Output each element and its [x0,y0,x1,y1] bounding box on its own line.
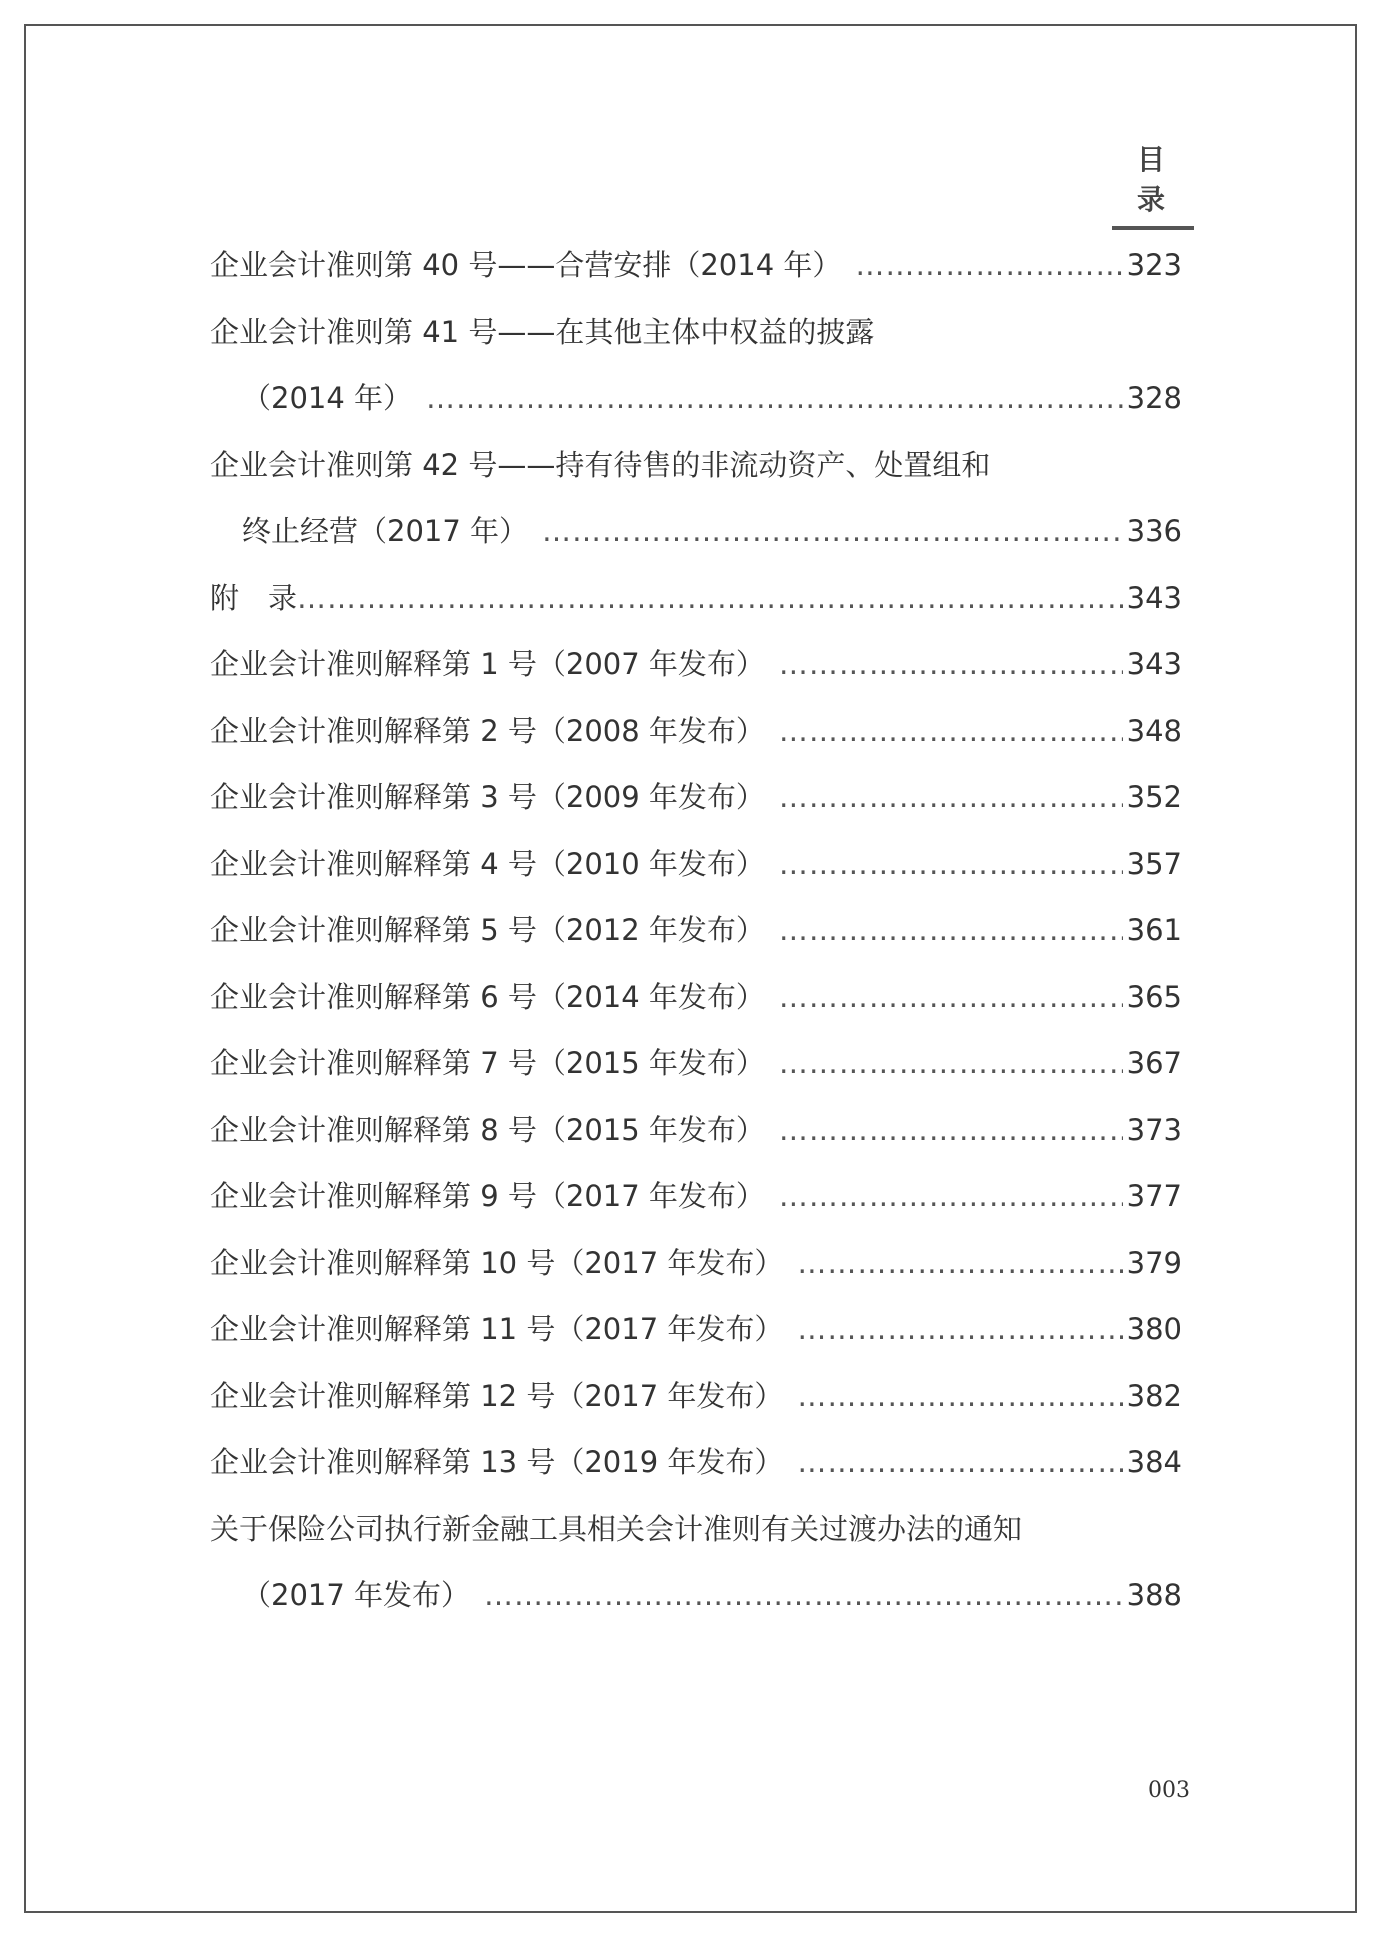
toc-entry[interactable] [210,432,1182,499]
toc-dot-leader [797,1363,1122,1430]
toc-dot-leader [779,698,1123,765]
toc-entry[interactable] [210,1163,1182,1230]
toc-entry-page: 384 [1126,1445,1182,1479]
toc-dot-leader [542,498,1123,565]
toc-entry[interactable] [210,764,1182,831]
toc-entry[interactable] [210,897,1182,964]
toc-entry-title: 企业会计准则解释第 6 号（2014 年发布） [210,979,765,1014]
toc-entry-page: 377 [1126,1179,1182,1213]
toc-entry-title: 企业会计准则解释第 3 号（2009 年发布） [210,780,765,814]
toc-entry-title: 企业会计准则解释第 12 号（2017 年发布） [210,1378,784,1413]
page-number: 003 [1148,1778,1190,1803]
toc-dot-leader [779,764,1123,831]
toc-entry-title: （2014 年） [242,381,413,415]
toc-entry[interactable] [210,1562,1182,1629]
toc-entry-title: 企业会计准则解释第 5 号（2012 年发布） [210,913,765,947]
toc-entry-title: 企业会计准则解释第 8 号（2015 年发布） [210,1112,765,1147]
toc-entry-page: 380 [1126,1312,1182,1346]
toc-entry-page: 361 [1126,913,1182,947]
toc-dot-leader [779,831,1123,898]
toc-entry-title: 企业会计准则解释第 4 号（2010 年发布） [210,846,765,881]
toc-entry-title: 企业会计准则解释第 2 号（2008 年发布） [210,713,765,748]
toc-entry[interactable] [210,1296,1182,1363]
toc-dot-leader [779,631,1123,698]
toc-entry-title: 企业会计准则第 42 号——持有待售的非流动资产、处置组和 [210,447,991,482]
toc-entry-title: （2017 年发布） [242,1578,471,1612]
running-header [1112,138,1194,230]
toc-entry[interactable] [210,1496,1182,1563]
header-rule [1112,226,1194,230]
toc-entry[interactable] [210,1429,1182,1496]
toc-entry-title: 企业会计准则解释第 9 号（2017 年发布） [210,1179,765,1213]
toc-entry-page: 373 [1126,1112,1182,1147]
header-title: 目 录 [1136,143,1179,216]
toc-dot-leader [779,1163,1123,1230]
toc-entry-page: 357 [1126,846,1182,881]
toc-dot-leader [779,1097,1123,1164]
toc-entry[interactable] [210,565,1182,632]
toc-entry-page: 328 [1126,381,1182,415]
toc-dot-leader [779,897,1123,964]
toc-entry-title: 企业会计准则解释第 7 号（2015 年发布） [210,1046,765,1080]
toc-entry-page: 379 [1126,1245,1182,1280]
toc-entry-page: 352 [1126,780,1182,814]
toc-entry-page: 343 [1126,580,1182,615]
toc-entry-page: 367 [1126,1046,1182,1080]
toc-entry[interactable] [210,498,1182,565]
toc-entry[interactable] [210,831,1182,898]
toc-dot-leader [484,1562,1123,1629]
toc-entry-title: 终止经营（2017 年） [242,514,529,548]
toc-dot-leader [797,1296,1122,1363]
toc-entry[interactable] [210,365,1182,432]
toc-entry[interactable] [210,1097,1182,1164]
toc-dot-leader [297,565,1123,632]
toc-entry-title: 企业会计准则第 40 号——合营安排（2014 年） [210,248,842,282]
toc-entry[interactable] [210,698,1182,765]
toc-entry-title: 关于保险公司执行新金融工具相关会计准则有关过渡办法的通知 [210,1511,1023,1546]
toc-entry-title: 附 录 [210,580,298,615]
toc-entry-page: 348 [1126,713,1182,748]
toc-entry-page: 336 [1126,514,1182,548]
toc-dot-leader [797,1429,1122,1496]
table-of-contents [210,232,1182,1629]
toc-dot-leader [797,1230,1122,1297]
toc-entry-page: 365 [1126,979,1182,1014]
toc-entry[interactable] [210,1030,1182,1097]
toc-dot-leader [779,964,1123,1031]
toc-entry[interactable] [210,1230,1182,1297]
toc-entry-page: 323 [1126,248,1182,282]
toc-entry-title: 企业会计准则解释第 13 号（2019 年发布） [210,1445,784,1479]
toc-entry-title: 企业会计准则解释第 10 号（2017 年发布） [210,1245,784,1280]
toc-entry-page: 343 [1126,647,1182,681]
toc-entry-page: 382 [1126,1378,1182,1413]
toc-dot-leader [779,1030,1123,1097]
toc-entry[interactable] [210,1363,1182,1430]
toc-entry-title: 企业会计准则解释第 11 号（2017 年发布） [210,1312,784,1346]
toc-entry-page: 388 [1126,1578,1182,1612]
toc-dot-leader [426,365,1123,432]
toc-entry-title: 企业会计准则第 41 号——在其他主体中权益的披露 [210,314,875,349]
toc-entry[interactable] [210,299,1182,366]
toc-entry[interactable] [210,964,1182,1031]
toc-dot-leader [855,232,1122,299]
toc-entry[interactable] [210,631,1182,698]
toc-entry[interactable] [210,232,1182,299]
toc-entry-title: 企业会计准则解释第 1 号（2007 年发布） [210,647,765,681]
